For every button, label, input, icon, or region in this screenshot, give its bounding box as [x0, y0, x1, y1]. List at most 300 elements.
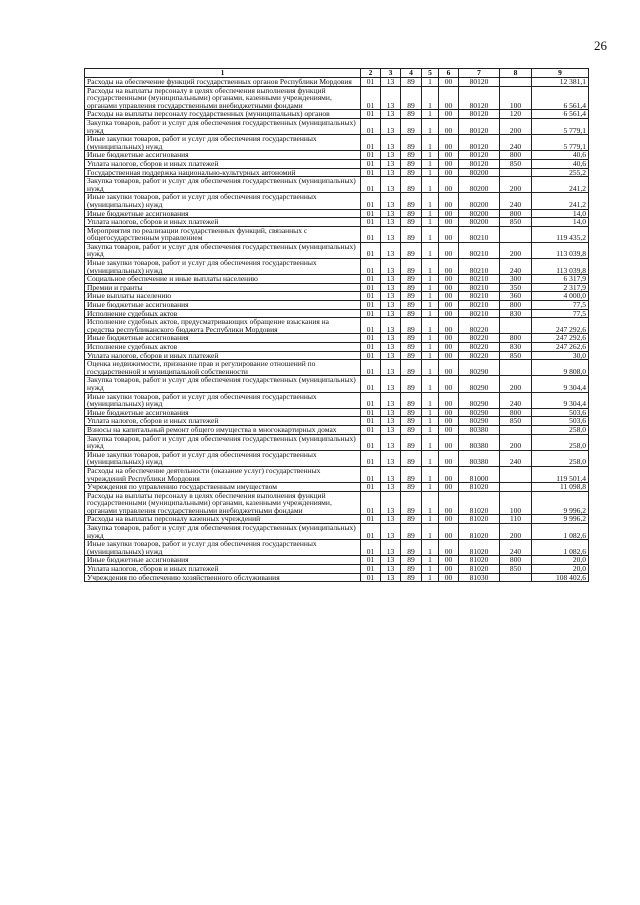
code-target-cell: 80120	[459, 110, 500, 119]
code-section-cell: 01	[361, 86, 381, 110]
amount-cell: 14,0	[532, 218, 589, 227]
expense-name-cell: Иные закупки товаров, работ и услуг для обеспечения государственных (муниципальных) нужд	[85, 392, 361, 408]
table-row	[85, 376, 589, 392]
code-section-cell: 01	[361, 275, 381, 284]
code-expense-type-cell	[500, 226, 532, 242]
code-subprogram-cell: 1	[422, 524, 439, 540]
code-subprogram-cell: 1	[422, 78, 439, 87]
code-subprogram-cell: 1	[422, 135, 439, 151]
code-expense-type-cell: 830	[500, 343, 532, 352]
amount-cell: 241,2	[532, 193, 589, 209]
code-target-cell: 81020	[459, 483, 500, 492]
code-program-cell: 89	[401, 193, 422, 209]
code-expense-type-cell: 200	[500, 177, 532, 193]
table-row	[85, 565, 589, 574]
code-subsection-cell: 13	[381, 78, 401, 87]
code-subsection-cell: 13	[381, 376, 401, 392]
code-program-cell: 89	[401, 524, 422, 540]
amount-cell: 258,0	[532, 434, 589, 450]
code-program-cell: 89	[401, 450, 422, 466]
code-target-cell: 80200	[459, 177, 500, 193]
code-section-cell: 01	[361, 408, 381, 417]
code-subprogram-cell: 1	[422, 226, 439, 242]
code-subprogram-cell: 1	[422, 376, 439, 392]
code-section-cell: 01	[361, 524, 381, 540]
code-program-cell: 89	[401, 78, 422, 87]
code-expense-type-cell: 240	[500, 259, 532, 275]
table-row	[85, 491, 589, 515]
code-program-cell: 89	[401, 318, 422, 334]
code-target-cell: 80200	[459, 209, 500, 218]
code-direction-cell: 00	[439, 515, 459, 524]
code-subsection-cell: 13	[381, 301, 401, 310]
code-section-cell: 01	[361, 450, 381, 466]
code-subprogram-cell: 1	[422, 259, 439, 275]
expense-name-cell: Закупка товаров, работ и услуг для обеспечения государственных (муниципальных) нужд	[85, 376, 361, 392]
code-program-cell: 89	[401, 309, 422, 318]
column-header: 2	[361, 69, 381, 78]
column-header: 8	[500, 69, 532, 78]
code-section-cell: 01	[361, 466, 381, 482]
code-subsection-cell: 13	[381, 417, 401, 426]
column-header: 1	[85, 69, 361, 78]
code-expense-type-cell: 240	[500, 392, 532, 408]
table-row	[85, 259, 589, 275]
code-program-cell: 89	[401, 218, 422, 227]
code-target-cell: 81000	[459, 466, 500, 482]
code-expense-type-cell: 800	[500, 301, 532, 310]
code-subsection-cell: 13	[381, 573, 401, 582]
code-subsection-cell: 13	[381, 275, 401, 284]
code-subprogram-cell: 1	[422, 168, 439, 177]
expense-name-cell: Иные закупки товаров, работ и услуг для обеспечения государственных (муниципальных) нужд	[85, 450, 361, 466]
code-section-cell: 01	[361, 351, 381, 360]
code-subsection-cell: 13	[381, 540, 401, 556]
code-direction-cell: 00	[439, 351, 459, 360]
code-subprogram-cell: 1	[422, 218, 439, 227]
code-expense-type-cell	[500, 78, 532, 87]
table-row	[85, 450, 589, 466]
code-subsection-cell: 13	[381, 86, 401, 110]
code-subprogram-cell: 1	[422, 242, 439, 258]
amount-cell: 6 561,4	[532, 110, 589, 119]
code-expense-type-cell	[500, 425, 532, 434]
code-section-cell: 01	[361, 392, 381, 408]
code-target-cell: 81020	[459, 565, 500, 574]
code-subsection-cell: 13	[381, 218, 401, 227]
amount-cell: 255,2	[532, 168, 589, 177]
amount-cell: 503,6	[532, 417, 589, 426]
code-subprogram-cell: 1	[422, 193, 439, 209]
code-direction-cell: 00	[439, 209, 459, 218]
amount-cell: 113 039,8	[532, 242, 589, 258]
code-subsection-cell: 13	[381, 466, 401, 482]
code-direction-cell: 00	[439, 318, 459, 334]
code-program-cell: 89	[401, 151, 422, 160]
code-subsection-cell: 13	[381, 309, 401, 318]
code-direction-cell: 00	[439, 86, 459, 110]
code-direction-cell: 00	[439, 343, 459, 352]
code-direction-cell: 00	[439, 135, 459, 151]
code-direction-cell: 00	[439, 226, 459, 242]
code-expense-type-cell: 200	[500, 242, 532, 258]
code-expense-type-cell: 300	[500, 275, 532, 284]
table-row	[85, 301, 589, 310]
code-subsection-cell: 13	[381, 556, 401, 565]
amount-cell: 9 304,4	[532, 392, 589, 408]
code-subprogram-cell: 1	[422, 515, 439, 524]
code-program-cell: 89	[401, 417, 422, 426]
code-subprogram-cell: 1	[422, 318, 439, 334]
code-direction-cell: 00	[439, 292, 459, 301]
code-direction-cell: 00	[439, 309, 459, 318]
amount-cell: 5 779,1	[532, 118, 589, 134]
amount-cell: 14,0	[532, 209, 589, 218]
code-target-cell: 80120	[459, 159, 500, 168]
code-subprogram-cell: 1	[422, 110, 439, 119]
code-program-cell: 89	[401, 351, 422, 360]
page-number: 26	[594, 38, 607, 53]
code-program-cell: 89	[401, 556, 422, 565]
code-subprogram-cell: 1	[422, 573, 439, 582]
code-target-cell: 80200	[459, 168, 500, 177]
table-row	[85, 86, 589, 110]
code-subprogram-cell: 1	[422, 491, 439, 515]
code-target-cell: 80210	[459, 309, 500, 318]
table-row	[85, 226, 589, 242]
amount-cell: 20,0	[532, 565, 589, 574]
code-direction-cell: 00	[439, 524, 459, 540]
code-subsection-cell: 13	[381, 343, 401, 352]
amount-cell: 113 039,8	[532, 259, 589, 275]
table-row	[85, 524, 589, 540]
code-subsection-cell: 13	[381, 151, 401, 160]
table-row	[85, 434, 589, 450]
code-target-cell: 80200	[459, 218, 500, 227]
code-section-cell: 01	[361, 259, 381, 275]
code-expense-type-cell: 240	[500, 540, 532, 556]
code-program-cell: 89	[401, 425, 422, 434]
code-subsection-cell: 13	[381, 193, 401, 209]
code-target-cell: 80120	[459, 118, 500, 134]
code-subsection-cell: 13	[381, 318, 401, 334]
amount-cell: 6 561,4	[532, 86, 589, 110]
code-expense-type-cell: 800	[500, 334, 532, 343]
code-program-cell: 89	[401, 301, 422, 310]
code-expense-type-cell: 800	[500, 556, 532, 565]
code-subprogram-cell: 1	[422, 434, 439, 450]
column-header: 7	[459, 69, 500, 78]
code-subsection-cell: 13	[381, 209, 401, 218]
code-direction-cell: 00	[439, 193, 459, 209]
code-expense-type-cell: 240	[500, 135, 532, 151]
amount-cell: 1 082,6	[532, 540, 589, 556]
code-expense-type-cell	[500, 573, 532, 582]
code-target-cell: 80380	[459, 450, 500, 466]
budget-table	[84, 68, 589, 582]
code-target-cell: 80200	[459, 193, 500, 209]
amount-cell: 77,5	[532, 301, 589, 310]
code-expense-type-cell	[500, 483, 532, 492]
amount-cell: 258,0	[532, 425, 589, 434]
code-section-cell: 01	[361, 334, 381, 343]
code-subsection-cell: 13	[381, 392, 401, 408]
code-expense-type-cell: 200	[500, 376, 532, 392]
code-direction-cell: 00	[439, 168, 459, 177]
code-subprogram-cell: 1	[422, 360, 439, 376]
code-target-cell: 80380	[459, 425, 500, 434]
code-target-cell: 80210	[459, 275, 500, 284]
code-subsection-cell: 13	[381, 292, 401, 301]
code-subprogram-cell: 1	[422, 343, 439, 352]
code-section-cell: 01	[361, 540, 381, 556]
code-direction-cell: 00	[439, 556, 459, 565]
code-section-cell: 01	[361, 177, 381, 193]
code-direction-cell: 00	[439, 417, 459, 426]
expense-name-cell: Исполнение судебных актов, предусматривающих обращение взыскания на средства республиканского бюджета Республики Мордовия	[85, 318, 361, 334]
table-row	[85, 318, 589, 334]
amount-cell: 9 304,4	[532, 376, 589, 392]
code-subprogram-cell: 1	[422, 151, 439, 160]
expense-name-cell: Государственная поддержка национально-культурных автономий	[85, 168, 361, 177]
amount-cell: 9 808,0	[532, 360, 589, 376]
code-subprogram-cell: 1	[422, 159, 439, 168]
code-program-cell: 89	[401, 275, 422, 284]
code-direction-cell: 00	[439, 218, 459, 227]
expense-name-cell: Иные закупки товаров, работ и услуг для обеспечения государственных (муниципальных) нужд	[85, 540, 361, 556]
amount-cell: 247 262,6	[532, 343, 589, 352]
code-program-cell: 89	[401, 292, 422, 301]
code-direction-cell: 00	[439, 450, 459, 466]
code-section-cell: 01	[361, 218, 381, 227]
code-expense-type-cell: 120	[500, 110, 532, 119]
code-expense-type-cell: 800	[500, 209, 532, 218]
column-header: 4	[401, 69, 422, 78]
code-subsection-cell: 13	[381, 118, 401, 134]
expense-name-cell: Оценка недвижимости, признание прав и регулирование отношений по государственной и муниципальной собственности	[85, 360, 361, 376]
code-target-cell: 80210	[459, 226, 500, 242]
table-row	[85, 466, 589, 482]
code-section-cell: 01	[361, 193, 381, 209]
code-subsection-cell: 13	[381, 524, 401, 540]
code-target-cell: 80290	[459, 417, 500, 426]
expense-name-cell: Иные закупки товаров, работ и услуг для обеспечения государственных (муниципальных) нужд	[85, 193, 361, 209]
code-subprogram-cell: 1	[422, 177, 439, 193]
expense-name-cell: Закупка товаров, работ и услуг для обеспечения государственных (муниципальных) нужд	[85, 434, 361, 450]
code-expense-type-cell: 800	[500, 151, 532, 160]
table-row	[85, 425, 589, 434]
code-program-cell: 89	[401, 466, 422, 482]
expense-name-cell: Иные бюджетные ассигнования	[85, 408, 361, 417]
code-direction-cell: 00	[439, 334, 459, 343]
expense-name-cell: Исполнение судебных актов	[85, 343, 361, 352]
amount-cell: 241,2	[532, 177, 589, 193]
expense-name-cell: Закупка товаров, работ и услуг для обеспечения государственных (муниципальных) нужд	[85, 118, 361, 134]
code-program-cell: 89	[401, 86, 422, 110]
code-subprogram-cell: 1	[422, 292, 439, 301]
amount-cell: 119 435,2	[532, 226, 589, 242]
code-subsection-cell: 13	[381, 408, 401, 417]
amount-cell: 9 996,2	[532, 491, 589, 515]
expense-name-cell: Иные закупки товаров, работ и услуг для обеспечения государственных (муниципальных) нужд	[85, 135, 361, 151]
table-row	[85, 483, 589, 492]
amount-cell: 2 317,9	[532, 283, 589, 292]
amount-cell: 119 501,4	[532, 466, 589, 482]
amount-cell: 1 082,6	[532, 524, 589, 540]
code-subprogram-cell: 1	[422, 450, 439, 466]
amount-cell: 5 779,1	[532, 135, 589, 151]
column-header: 6	[439, 69, 459, 78]
code-program-cell: 89	[401, 159, 422, 168]
code-subsection-cell: 13	[381, 168, 401, 177]
table-row	[85, 78, 589, 87]
code-section-cell: 01	[361, 417, 381, 426]
column-header: 9	[532, 69, 589, 78]
code-subsection-cell: 13	[381, 425, 401, 434]
code-subprogram-cell: 1	[422, 351, 439, 360]
code-section-cell: 01	[361, 556, 381, 565]
code-direction-cell: 00	[439, 376, 459, 392]
code-subprogram-cell: 1	[422, 483, 439, 492]
code-subsection-cell: 13	[381, 491, 401, 515]
table-row	[85, 118, 589, 134]
code-section-cell: 01	[361, 168, 381, 177]
code-direction-cell: 00	[439, 392, 459, 408]
code-subsection-cell: 13	[381, 110, 401, 119]
expense-name-cell: Расходы на выплаты персоналу в целях обеспечения выполнения функций государственными (муниципальными) органами, казенными учреждениями, органами управления государственными внебюджетными фондами	[85, 491, 361, 515]
table-row	[85, 177, 589, 193]
amount-cell: 12 381,1	[532, 78, 589, 87]
code-direction-cell: 00	[439, 275, 459, 284]
code-subprogram-cell: 1	[422, 334, 439, 343]
code-expense-type-cell: 850	[500, 417, 532, 426]
code-subsection-cell: 13	[381, 360, 401, 376]
expense-name-cell: Закупка товаров, работ и услуг для обеспечения государственных (муниципальных) нужд	[85, 524, 361, 540]
code-program-cell: 89	[401, 118, 422, 134]
code-subprogram-cell: 1	[422, 275, 439, 284]
code-subsection-cell: 13	[381, 450, 401, 466]
expense-name-cell: Иные бюджетные ассигнования	[85, 209, 361, 218]
code-target-cell: 80210	[459, 301, 500, 310]
code-direction-cell: 00	[439, 491, 459, 515]
code-target-cell: 81020	[459, 491, 500, 515]
amount-cell: 108 402,6	[532, 573, 589, 582]
code-expense-type-cell: 850	[500, 159, 532, 168]
table-row	[85, 573, 589, 582]
code-expense-type-cell: 200	[500, 118, 532, 134]
code-section-cell: 01	[361, 292, 381, 301]
code-section-cell: 01	[361, 565, 381, 574]
expense-name-cell: Закупка товаров, работ и услуг для обеспечения государственных (муниципальных) нужд	[85, 242, 361, 258]
amount-cell: 40,6	[532, 151, 589, 160]
code-program-cell: 89	[401, 334, 422, 343]
code-target-cell: 80120	[459, 135, 500, 151]
code-program-cell: 89	[401, 168, 422, 177]
amount-cell: 503,6	[532, 408, 589, 417]
expense-name-cell: Расходы на выплаты персоналу государственных (муниципальных) органов	[85, 110, 361, 119]
code-expense-type-cell: 360	[500, 292, 532, 301]
code-expense-type-cell: 800	[500, 408, 532, 417]
code-subsection-cell: 13	[381, 177, 401, 193]
code-program-cell: 89	[401, 515, 422, 524]
code-direction-cell: 00	[439, 242, 459, 258]
code-subprogram-cell: 1	[422, 209, 439, 218]
code-target-cell: 81030	[459, 573, 500, 582]
code-expense-type-cell: 200	[500, 524, 532, 540]
code-section-cell: 01	[361, 318, 381, 334]
code-program-cell: 89	[401, 177, 422, 193]
code-direction-cell: 00	[439, 425, 459, 434]
code-expense-type-cell: 200	[500, 434, 532, 450]
code-subprogram-cell: 1	[422, 425, 439, 434]
code-target-cell: 81020	[459, 515, 500, 524]
code-subprogram-cell: 1	[422, 466, 439, 482]
code-subprogram-cell: 1	[422, 86, 439, 110]
code-section-cell: 01	[361, 301, 381, 310]
code-subprogram-cell: 1	[422, 301, 439, 310]
expense-name-cell: Расходы на выплаты персоналу в целях обеспечения выполнения функций государственными (муниципальными) органами, казенными учреждениями, органами управления государственными внебюджетными фондами	[85, 86, 361, 110]
expense-name-cell: Учреждения по управлению государственным имуществом	[85, 483, 361, 492]
code-direction-cell: 00	[439, 408, 459, 417]
code-subsection-cell: 13	[381, 259, 401, 275]
code-expense-type-cell: 110	[500, 515, 532, 524]
code-section-cell: 01	[361, 78, 381, 87]
expense-name-cell: Иные бюджетные ассигнования	[85, 151, 361, 160]
code-direction-cell: 00	[439, 573, 459, 582]
code-program-cell: 89	[401, 491, 422, 515]
amount-cell: 30,0	[532, 351, 589, 360]
code-section-cell: 01	[361, 151, 381, 160]
code-program-cell: 89	[401, 135, 422, 151]
code-subsection-cell: 13	[381, 135, 401, 151]
code-subsection-cell: 13	[381, 334, 401, 343]
code-program-cell: 89	[401, 392, 422, 408]
code-direction-cell: 00	[439, 110, 459, 119]
code-section-cell: 01	[361, 360, 381, 376]
code-section-cell: 01	[361, 309, 381, 318]
code-subsection-cell: 13	[381, 226, 401, 242]
expense-name-cell: Учреждения по обеспечению хозяйственного обслуживания	[85, 573, 361, 582]
code-subsection-cell: 13	[381, 565, 401, 574]
amount-cell: 77,5	[532, 309, 589, 318]
code-target-cell: 80220	[459, 343, 500, 352]
amount-cell: 11 098,8	[532, 483, 589, 492]
code-section-cell: 01	[361, 376, 381, 392]
code-direction-cell: 00	[439, 301, 459, 310]
code-direction-cell: 00	[439, 159, 459, 168]
code-expense-type-cell	[500, 466, 532, 482]
code-subprogram-cell: 1	[422, 309, 439, 318]
code-section-cell: 01	[361, 491, 381, 515]
expense-name-cell: Премии и гранты	[85, 283, 361, 292]
code-program-cell: 89	[401, 209, 422, 218]
code-direction-cell: 00	[439, 78, 459, 87]
code-section-cell: 01	[361, 434, 381, 450]
table-row	[85, 159, 589, 168]
code-subsection-cell: 13	[381, 483, 401, 492]
code-subprogram-cell: 1	[422, 417, 439, 426]
code-target-cell: 80210	[459, 259, 500, 275]
table-row	[85, 540, 589, 556]
code-program-cell: 89	[401, 408, 422, 417]
code-target-cell: 80290	[459, 392, 500, 408]
amount-cell: 247 292,6	[532, 334, 589, 343]
code-target-cell: 80290	[459, 376, 500, 392]
code-program-cell: 89	[401, 434, 422, 450]
code-section-cell: 01	[361, 118, 381, 134]
code-program-cell: 89	[401, 242, 422, 258]
code-expense-type-cell: 850	[500, 565, 532, 574]
